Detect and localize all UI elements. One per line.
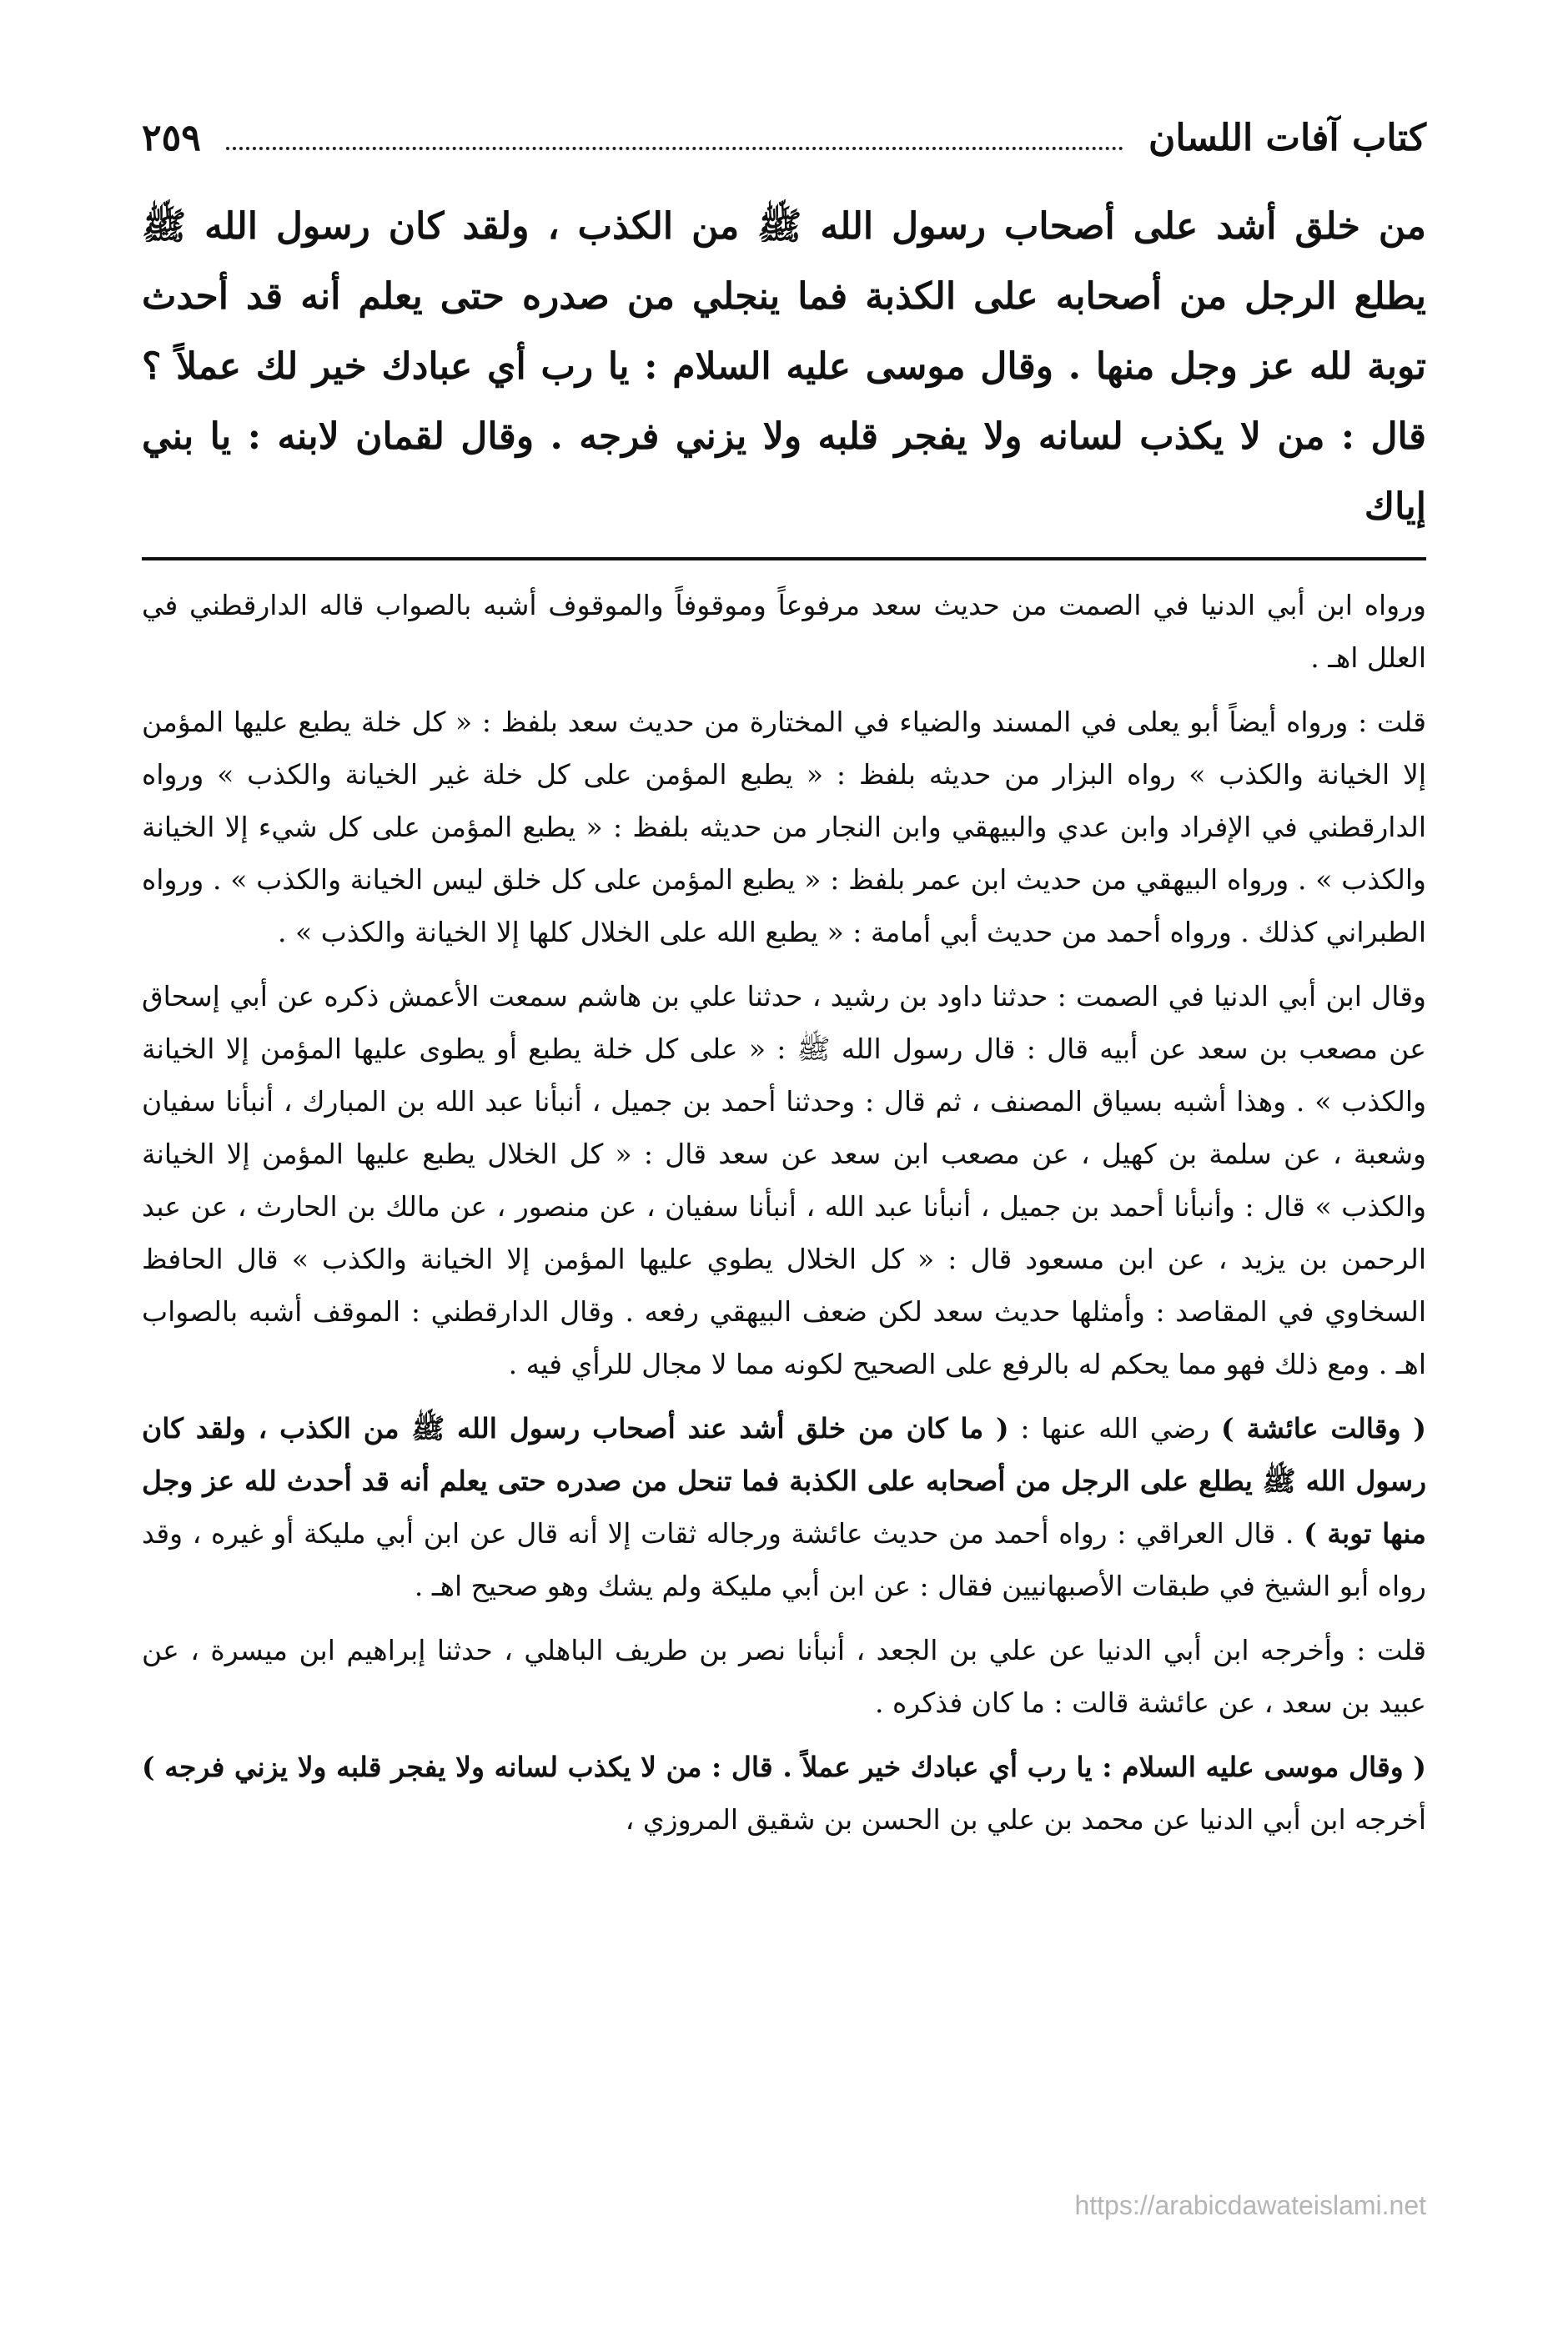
footnote-text: وقال ابن أبي الدنيا في الصمت : حدثنا داود بن رشيد ، حدثنا علي بن هاشم سمعت الأعمش ذكره عن أبي إسحاق عن مصعب بن سعد عن أبيه قال : قال رسول الله ﷺ : « على كل خلة يطبع أو يطوى عليها المؤمن إلا الخيانة والكذب » . وهذا أشبه بسياق المصنف ، ثم قال : وحدثنا أحمد بن جميل ، أنبأنا عبد الله بن المبارك ، أنبأنا سفيان وشعبة ، عن سلمة بن كهيل ، عن مصعب ابن سعد عن سعد قال : « كل الخلال يطبع عليها المؤمن إلا الخيانة والكذب » قال : وأنبأنا أحمد بن جميل ، أنبأنا عبد الله ، أنبأنا سفيان ، عن منصور ، عن مالك بن الحارث ، عن عبد الرحمن بن يزيد ، عن ابن مسعود قال : « كل الخلال يطوي عليها المؤمن إلا الخيانة والكذب » قال الحافظ السخاوي في المقاصد : وأمثلها حديث سعد لكن ضعف البيهقي رفعه . وقال الدارقطني : الموقف أشبه بالصواب اهـ . ومع ذلك فهو مما يحكم له بالرفع على الصحيح لكونه مما لا مجال للرأي فيه .: [142, 980, 1427, 1380]
footnote-text: ورواه ابن أبي الدنيا في الصمت من حديث سعد مرفوعاً وموقوفاً والموقوف أشبه بالصواب قاله الدارقطني في العلل اهـ .: [142, 589, 1426, 674]
commentary-text: أخرجه ابن أبي الدنيا عن محمد بن علي بن الحسن بن شقيق المروزي ،: [625, 1803, 1426, 1836]
main-text: من خلق أشد على أصحاب رسول الله ﷺ من الكذب ، ولقد كان رسول الله ﷺ يطلع الرجل من أصحابه على الكذبة فما ينجلي من صدره حتى يعلم أنه قد أحدث توبة لله عز وجل منها . وقال موسى عليه السلام : يا رب أي عبادك خير لك عملاً ؟ قال : من لا يكذب لسانه ولا يفجر قلبه ولا يزني فرجه . وقال لقمان لابنه : يا بني إياك: [142, 205, 1426, 528]
leader-dots: [226, 147, 1123, 150]
footnote-paragraph: [142, 970, 1426, 1390]
footnote-paragraph: [142, 579, 1426, 684]
quoted-matn: ( وقال موسى عليه السلام : يا رب أي عبادك خير عملاً . قال : من لا يكذب لسانه ولا يفجر قلبه ولا يزني فرجه ): [142, 1751, 1426, 1783]
quoted-matn: ( وقالت عائشة ): [1221, 1412, 1426, 1445]
commentary-text: قلت : وأخرجه ابن أبي الدنيا عن علي بن الجعد ، أنبأنا نصر بن طريف الباهلي ، حدثنا إبراهيم ابن ميسرة ، عن عبيد بن سعد ، عن عائشة قالت : ما كان فذكره .: [142, 1634, 1426, 1719]
book-title: كتاب آفات اللسان: [1148, 117, 1426, 159]
commentary-text: رضي الله عنها :: [1008, 1412, 1222, 1445]
watermark-url: https://arabicdawateislami.net: [1074, 2190, 1426, 2220]
commentary-text: . قال العراقي : رواه أحمد من حديث عائشة ورجاله ثقات إلا أنه قال عن ابن أبي مليكة أو غيره ، وقد رواه أبو الشيخ في طبقات الأصبهانيين فقال : عن ابن أبي مليكة ولم يشك وهو صحيح اهـ .: [142, 1517, 1426, 1602]
footnote-divider: [142, 557, 1426, 560]
footnote-paragraph: [142, 696, 1426, 958]
quoted-matn: ( ما كان من خلق أشد عند أصحاب رسول الله ﷺ من الكذب ، ولقد كان رسول الله ﷺ يطلع على الرجل من أصحابه على الكذبة فما تنحل من صدره حتى يعلم أنه قد أحدث لله عز وجل منها توبة ): [142, 1412, 1426, 1550]
page-number: ٢٥٩: [142, 117, 201, 159]
commentary-paragraph: [142, 1624, 1426, 1729]
footnote-text: قلت : ورواه أيضاً أبو يعلى في المسند والضياء في المختارة من حديث سعد بلفظ : « كل خلة يطبع عليها المؤمن إلا الخيانة والكذب » رواه البزار من حديثه بلفظ : « يطبع المؤمن على كل خلة غير الخيانة والكذب » ورواه الدارقطني في الإفراد وابن عدي والبيهقي وابن النجار من حديثه بلفظ : « يطبع المؤمن على كل شيء إلا الخيانة والكذب » . ورواه البيهقي من حديث ابن عمر بلفظ : « يطبع المؤمن على كل خلق ليس الخيانة والكذب » . ورواه الطبراني كذلك . ورواه أحمد من حديث أبي أمامة : « يطبع الله على الخلال كلها إلا الخيانة والكذب » .: [142, 706, 1426, 948]
commentary-paragraph: [142, 1741, 1426, 1846]
running-header: [142, 117, 1426, 183]
commentary-paragraph: [142, 1402, 1426, 1612]
document-page: [142, 117, 1426, 1846]
